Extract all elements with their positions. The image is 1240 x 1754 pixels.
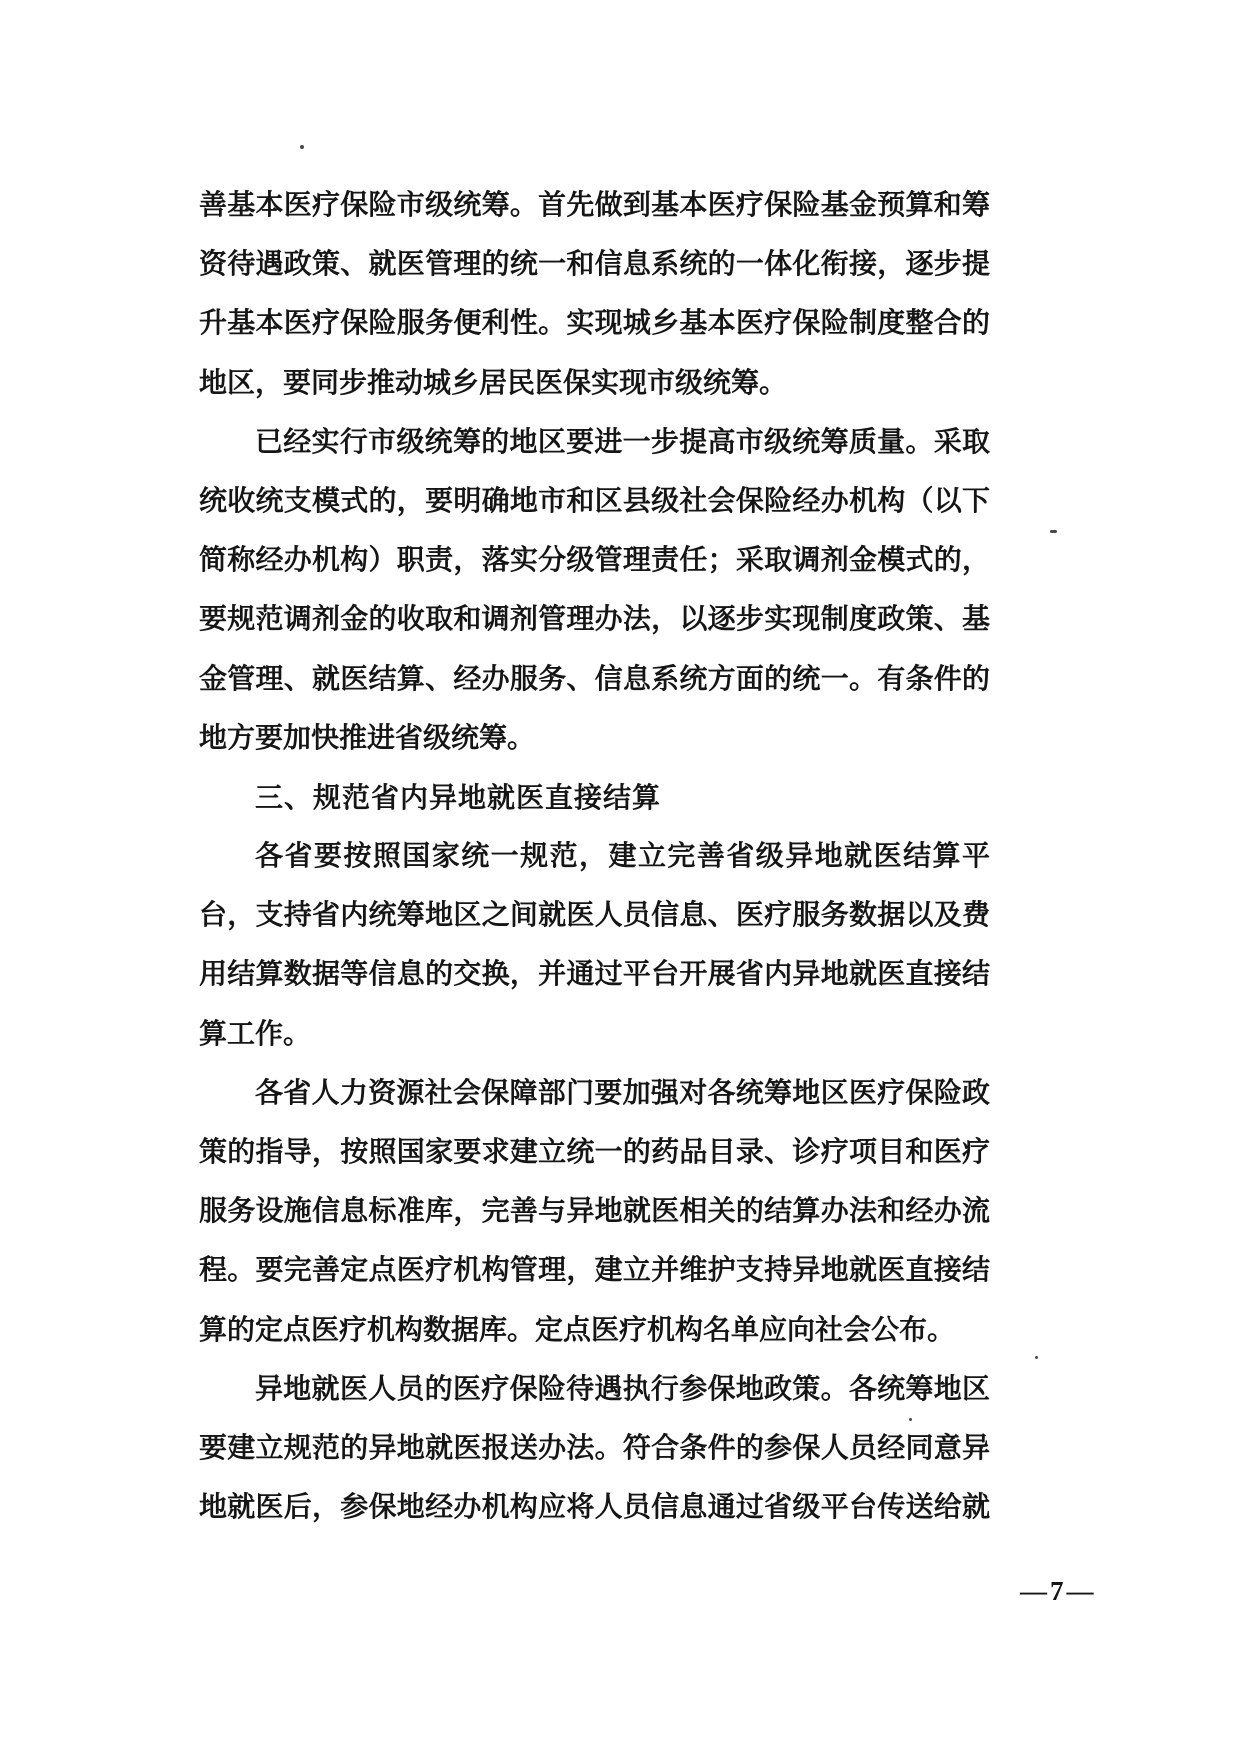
text-line: 已经实行市级统筹的地区要进一步提高市级统筹质量。采取 [255, 426, 990, 458]
page-number: —7— [1020, 1576, 1097, 1606]
text-line: 各省要按照国家统一规范，建立完善省级异地就医结算平 [255, 841, 990, 873]
text-line: 用结算数据等信息的交换，并通过平台开展省内异地就医直接结 [199, 959, 990, 991]
section-heading: 三、规范省内异地就医直接结算 [255, 781, 662, 813]
scan-speck [1050, 530, 1057, 533]
text-line: 资待遇政策、就医管理的统一和信息系统的一体化衔接，逐步提 [199, 249, 990, 281]
text-line: 异地就医人员的医疗保险待遇执行参保地政策。各统筹地区 [255, 1373, 990, 1405]
text-line: 升基本医疗保险服务便利性。实现城乡基本医疗保险制度整合的 [199, 308, 990, 340]
scan-speck [300, 145, 304, 149]
text-line: 要建立规范的异地就医报送办法。符合条件的参保人员经同意异 [199, 1432, 990, 1464]
document-body [199, 176, 990, 1537]
text-line: 地方要加快推进省级统筹。 [199, 722, 536, 754]
text-line: 台，支持省内统筹地区之间就医人员信息、医疗服务数据以及费 [199, 900, 990, 932]
text-line: 服务设施信息标准库，完善与异地就医相关的结算办法和经办流 [199, 1196, 990, 1228]
text-line: 善基本医疗保险市级统筹。首先做到基本医疗保险基金预算和筹 [199, 190, 990, 221]
text-line: 地就医后，参保地经办机构应将人员信息通过省级平台传送给就 [199, 1492, 990, 1524]
text-line: 策的指导，按照国家要求建立统一的药品目录、诊疗项目和医疗 [199, 1137, 990, 1168]
text-line: 程。要完善定点医疗机构管理，建立并维护支持异地就医直接结 [199, 1255, 990, 1287]
text-line: 统收统支模式的，要明确地市和区县级社会保险经办机构（以下 [199, 485, 990, 517]
text-line: 地区，要同步推动城乡居民医保实现市级统筹。 [199, 367, 788, 399]
text-line: 简称经办机构）职责，落实分级管理责任；采取调剂金模式的， [199, 545, 990, 577]
scan-speck [1035, 1356, 1038, 1359]
text-line: 要规范调剂金的收取和调剂管理办法，以逐步实现制度政策、基 [199, 604, 990, 636]
text-line: 算的定点医疗机构数据库。定点医疗机构名单应向社会公布。 [199, 1314, 956, 1346]
text-line: 金管理、就医结算、经办服务、信息系统方面的统一。有条件的 [199, 663, 990, 695]
text-line: 算工作。 [199, 1018, 312, 1050]
text-line: 各省人力资源社会保障部门要加强对各统筹地区医疗保险政 [255, 1077, 990, 1109]
